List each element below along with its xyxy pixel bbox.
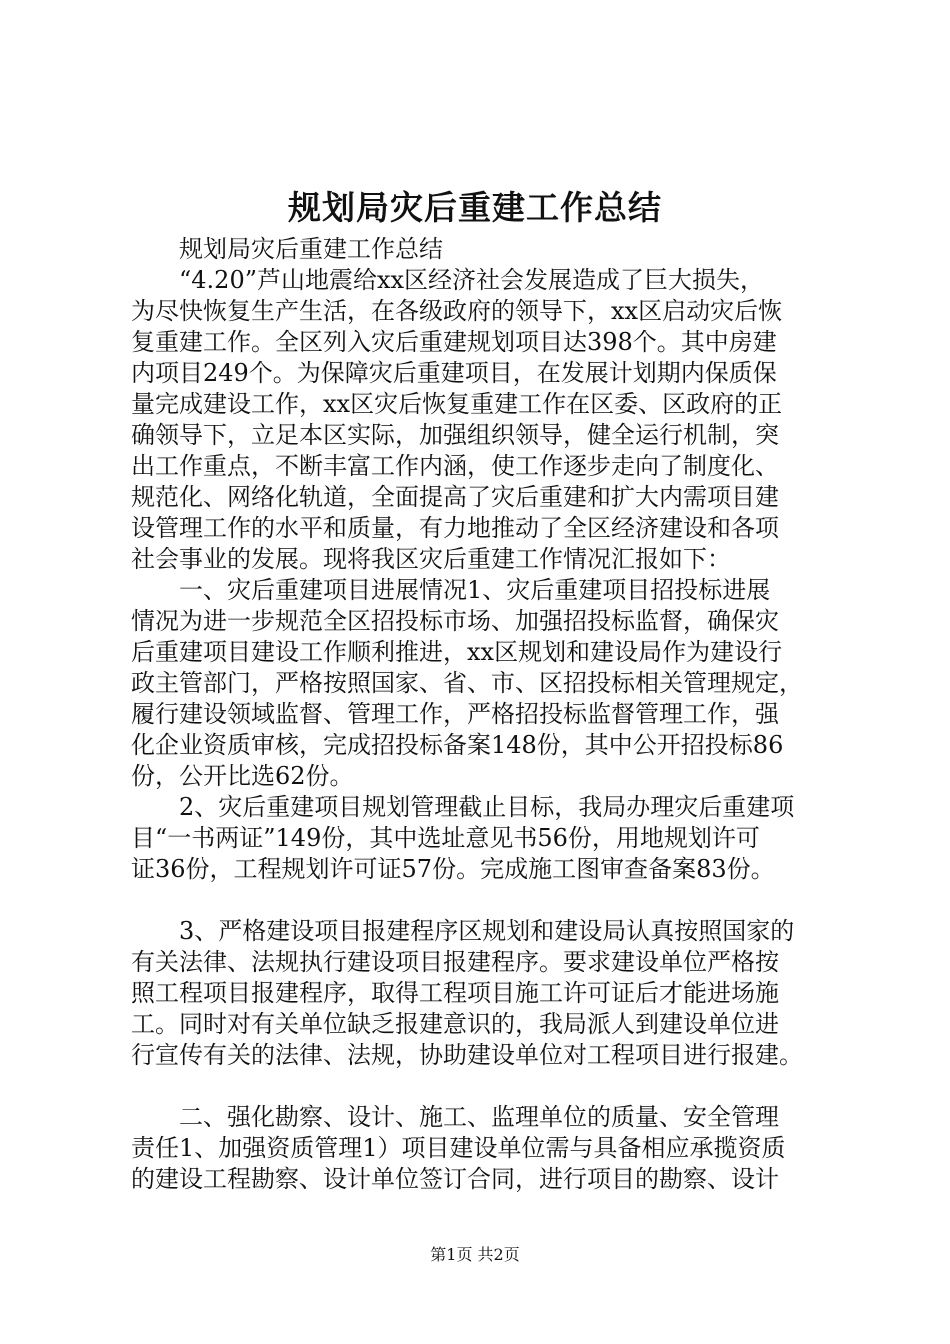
body-line: 设管理工作的水平和质量，有力地推动了全区经济建设和各项	[131, 514, 779, 542]
body-line: 工。同时对有关单位缺乏报建意识的，我局派人到建设单位进	[131, 1010, 779, 1038]
body-line: 后重建项目建设工作顺利推进，xx区规划和建设局作为建设行	[131, 638, 783, 666]
body-line: 化企业资质审核，完成招投标备案148份，其中公开招投标86	[131, 731, 784, 759]
paragraph-gap	[131, 1071, 831, 1102]
body-line: 目“一书两证”149份，其中选址意见书56份，用地规划许可	[131, 824, 760, 852]
document-body	[131, 234, 831, 1195]
body-line: 有关法律、法规执行建设项目报建程序。要求建设单位严格按	[131, 948, 779, 976]
document-title: 规划局灾后重建工作总结	[288, 188, 662, 227]
body-line: 情况为进一步规范全区招投标市场、加强招投标监督，确保灾	[131, 607, 779, 635]
body-line: 照工程项目报建程序，取得工程项目施工许可证后才能进场施	[131, 979, 779, 1007]
body-line: 为尽快恢复生产生活，在各级政府的领导下，xx区启动灾后恢	[131, 297, 783, 325]
body-line: 规划局灾后重建工作总结	[179, 235, 443, 263]
body-line: 3、严格建设项目报建程序区规划和建设局认真按照国家的	[179, 917, 795, 945]
body-line: 社会事业的发展。现将我区灾后重建工作情况汇报如下：	[131, 545, 731, 573]
body-line: 2、灾后重建项目规划管理截止目标，我局办理灾后重建项	[179, 793, 795, 821]
body-line: 出工作重点，不断丰富工作内涵，使工作逐步走向了制度化、	[131, 452, 779, 480]
body-line: 的建设工程勘察、设计单位签订合同，进行项目的勘察、设计	[131, 1165, 779, 1193]
body-line: 责任1、加强资质管理1）项目建设单位需与具备相应承揽资质	[131, 1134, 786, 1162]
page-footer: 第1页 共2页	[430, 1245, 520, 1264]
body-line: 政主管部门，严格按照国家、省、市、区招投标相关管理规定，	[131, 669, 803, 697]
body-line: 证36份，工程规划许可证57份。完成施工图审查备案83份。	[131, 855, 775, 883]
paragraph-gap	[131, 885, 831, 916]
body-line: 量完成建设工作，xx区灾后恢复重建工作在区委、区政府的正	[131, 390, 783, 418]
body-line: 履行建设领域监督、管理工作，严格招投标监督管理工作，强	[131, 700, 779, 728]
body-line: 内项目249个。为保障灾后重建项目，在发展计划期内保质保	[131, 359, 777, 387]
body-line: 二、强化勘察、设计、施工、监理单位的质量、安全管理	[179, 1103, 779, 1131]
body-line: 行宣传有关的法律、法规，协助建设单位对工程项目进行报建。	[131, 1041, 803, 1069]
body-line: 份，公开比选62份。	[131, 762, 354, 790]
body-line: 规范化、网络化轨道，全面提高了灾后重建和扩大内需项目建	[131, 483, 779, 511]
body-line: 确领导下，立足本区实际，加强组织领导，健全运行机制，突	[131, 421, 779, 449]
body-line: 一、灾后重建项目进展情况1、灾后重建项目招投标进展	[179, 576, 771, 604]
body-line: “4.20”芦山地震给xx区经济社会发展造成了巨大损失，	[179, 266, 765, 294]
body-line: 复重建工作。全区列入灾后重建规划项目达398个。其中房建	[131, 328, 777, 356]
